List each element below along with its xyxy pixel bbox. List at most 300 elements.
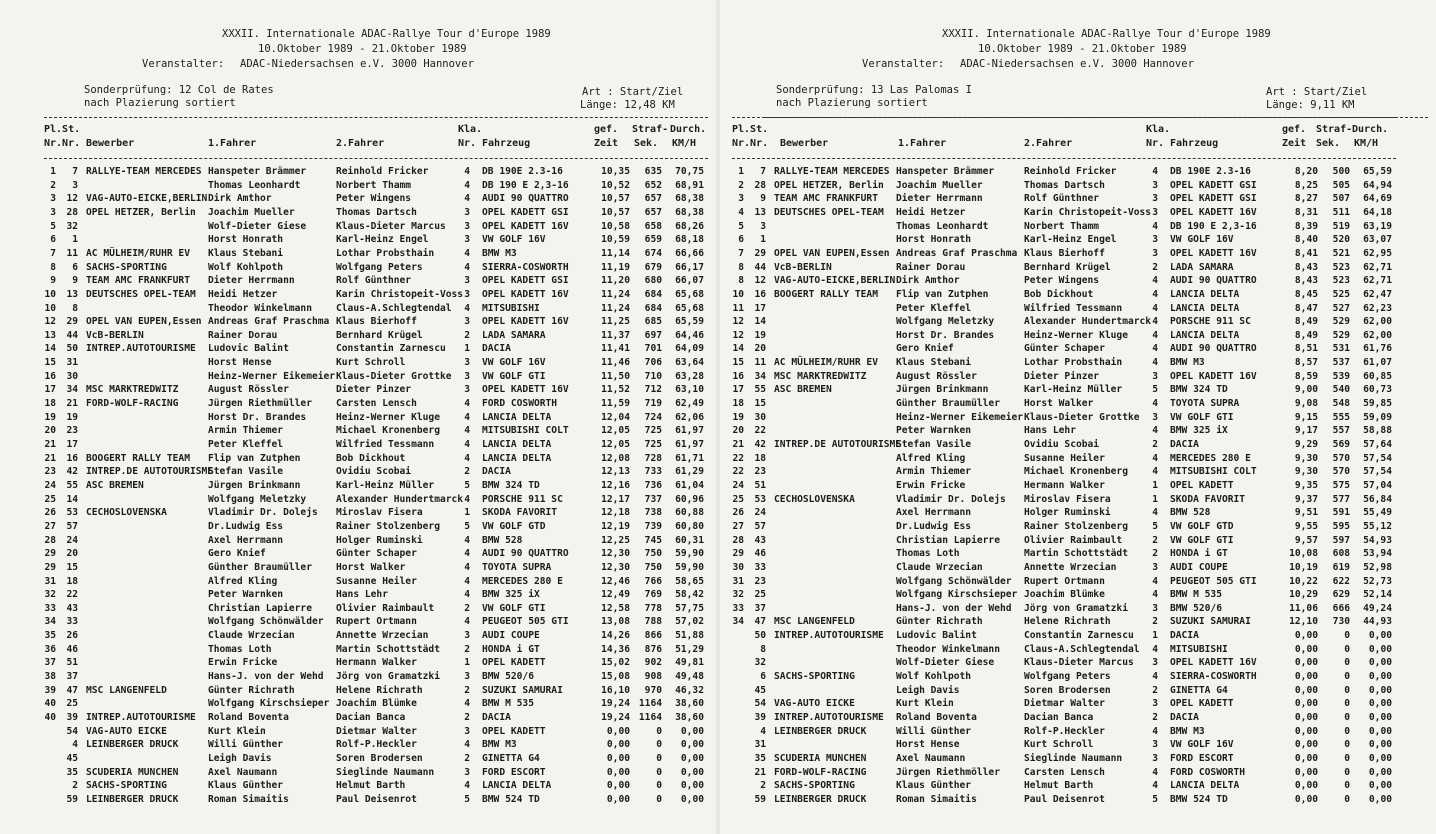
- cell-entrant: LEINBERGER DRUCK: [774, 793, 867, 805]
- cell-time: 13,08: [601, 616, 630, 628]
- cell-avg-speed: 63,10: [675, 384, 704, 396]
- cell-placing: 17: [732, 384, 744, 396]
- cell-start-number: 8: [72, 302, 78, 314]
- cell-vehicle: VW GOLF GTI: [1170, 411, 1234, 423]
- cell-placing: 9: [50, 275, 56, 287]
- cell-driver2: Paul Deisenrot: [1024, 793, 1105, 805]
- cell-class: 1: [1152, 630, 1158, 642]
- cell-placing: 31: [732, 575, 744, 587]
- cell-class: 3: [464, 234, 470, 246]
- table-row: [720, 262, 1404, 276]
- cell-start-number: 30: [754, 411, 766, 423]
- cell-placing: 26: [732, 507, 744, 519]
- cell-avg-speed: 52,14: [1363, 589, 1392, 601]
- cell-class: 4: [464, 261, 470, 273]
- cell-avg-speed: 61,97: [675, 439, 704, 450]
- col-header-class: Kla.: [458, 124, 483, 135]
- cell-class: 2: [464, 602, 470, 614]
- cell-start-number: 51: [754, 479, 766, 491]
- cell-start-number: 53: [754, 493, 766, 505]
- cell-time: 11,59: [601, 398, 630, 410]
- cell-start-number: 17: [66, 439, 78, 450]
- table-row: [0, 535, 716, 549]
- cell-driver2: Dietmar Walter: [1024, 698, 1105, 710]
- cell-avg-speed: 59,85: [1363, 398, 1392, 410]
- cell-driver2: Jörg von Gramatzki: [1024, 602, 1128, 614]
- cell-time: 0,00: [1294, 671, 1318, 683]
- cell-start-number: 28: [66, 206, 78, 218]
- cell-avg-speed: 61,76: [1363, 343, 1392, 355]
- cell-class: 2: [1152, 684, 1158, 696]
- cell-placing: 10: [44, 302, 56, 314]
- cell-placing: 24: [44, 479, 56, 491]
- cell-entrant: OPEL VAN EUPEN,Essen: [774, 247, 890, 259]
- cell-start-number: 9: [72, 275, 78, 287]
- cell-penalty-seconds: 788: [644, 616, 662, 628]
- cell-time: 8,49: [1294, 329, 1318, 341]
- cell-class: 3: [464, 766, 470, 778]
- cell-penalty-seconds: 527: [1332, 302, 1350, 314]
- cell-vehicle: DB 190E 2.3-16: [482, 166, 563, 177]
- results-sheet-stage-13: [720, 0, 1436, 834]
- cell-driver1: Vladimir Dr. Dolejs: [208, 507, 318, 519]
- cell-start-number: 31: [66, 357, 78, 369]
- cell-driver2: Horst Walker: [1024, 398, 1094, 410]
- cell-avg-speed: 60,85: [1363, 370, 1392, 382]
- cell-placing: 25: [732, 493, 744, 505]
- cell-start-number: 50: [754, 630, 766, 642]
- cell-class: 3: [1152, 698, 1158, 710]
- cell-avg-speed: 0,00: [680, 780, 704, 792]
- cell-class: 4: [464, 193, 470, 205]
- cell-vehicle: HONDA i GT: [482, 643, 540, 655]
- cell-start-number: 13: [754, 206, 766, 218]
- cell-avg-speed: 38,60: [675, 712, 704, 723]
- cell-start-number: 30: [66, 370, 78, 382]
- cell-vehicle: LADA SAMARA: [482, 329, 546, 341]
- table-row: [0, 739, 716, 753]
- cell-vehicle: DACIA: [482, 466, 511, 478]
- cell-entrant: TEAM AMC FRANKFURT: [86, 275, 190, 287]
- cell-avg-speed: 62,95: [1363, 247, 1392, 259]
- cell-vehicle: PORSCHE 911 SC: [1170, 316, 1251, 328]
- cell-penalty-seconds: 0: [1344, 780, 1350, 792]
- cell-start-number: 43: [754, 534, 766, 546]
- cell-time: 12,17: [601, 493, 630, 505]
- cell-placing: 32: [732, 589, 744, 601]
- cell-class: 1: [464, 343, 470, 355]
- cell-driver2: Bernhard Krügel: [336, 329, 423, 341]
- table-row: [720, 507, 1404, 521]
- col-header-vehicle: Fahrzeug: [482, 138, 531, 149]
- cell-driver1: Dieter Herrmann: [208, 275, 295, 287]
- cell-penalty-seconds: 570: [1332, 466, 1350, 478]
- cell-start-number: 21: [754, 766, 766, 778]
- cell-avg-speed: 65,59: [675, 316, 704, 328]
- cell-driver1: Jürgen Riethmüller: [208, 398, 312, 410]
- cell-driver1: Wolf-Dieter Giese: [896, 657, 995, 669]
- cell-driver2: Alexander Hundertmarck: [336, 493, 464, 505]
- cell-driver1: Hanspeter Brämmer: [896, 166, 995, 177]
- cell-avg-speed: 0,00: [1368, 793, 1392, 805]
- cell-vehicle: VW GOLF 16V: [1170, 234, 1234, 246]
- cell-time: 11,20: [601, 275, 630, 287]
- cell-driver2: Joachim Blümke: [336, 698, 417, 710]
- cell-class: 4: [464, 247, 470, 259]
- table-row: [720, 221, 1404, 235]
- cell-penalty-seconds: 507: [1332, 193, 1350, 205]
- cell-driver1: Hanspeter Brämmer: [208, 166, 307, 177]
- table-row: [720, 698, 1404, 712]
- stage-length: Länge: 12,48 KM: [580, 99, 675, 111]
- cell-penalty-seconds: 523: [1332, 275, 1350, 287]
- cell-class: 4: [1152, 329, 1158, 341]
- cell-entrant: LEINBERGER DRUCK: [86, 739, 179, 751]
- cell-driver1: Horst Honrath: [208, 234, 284, 246]
- cell-placing: 23: [44, 466, 56, 478]
- cell-vehicle: BMW M 535: [482, 698, 534, 710]
- cell-vehicle: LANCIA DELTA: [1170, 329, 1240, 341]
- cell-placing: 31: [44, 575, 56, 587]
- cell-class: 3: [464, 725, 470, 737]
- cell-class: 4: [464, 411, 470, 423]
- cell-class: 2: [464, 684, 470, 696]
- cell-time: 12,49: [601, 589, 630, 601]
- table-row: [0, 794, 716, 808]
- cell-driver2: Rupert Ortmann: [1024, 575, 1105, 587]
- cell-start-number: 18: [66, 575, 78, 587]
- cell-time: 16,10: [601, 684, 630, 696]
- cell-start-number: 11: [66, 247, 78, 259]
- cell-avg-speed: 68,26: [675, 220, 704, 232]
- cell-entrant: INTREP.AUTOTOURISME: [86, 343, 196, 355]
- table-row: [720, 180, 1404, 194]
- table-row: [0, 712, 716, 726]
- cell-time: 0,00: [1294, 657, 1318, 669]
- cell-penalty-seconds: 719: [644, 398, 662, 410]
- cell-penalty-seconds: 540: [1332, 384, 1350, 396]
- cell-avg-speed: 61,04: [675, 479, 704, 491]
- cell-penalty-seconds: 738: [644, 507, 662, 519]
- cell-time: 9,37: [1294, 493, 1318, 505]
- cell-class: 4: [1152, 780, 1158, 792]
- cell-avg-speed: 66,17: [675, 261, 704, 273]
- cell-entrant: DEUTSCHES OPEL-TEAM: [86, 288, 196, 300]
- event-dates: 10.Oktober 1989 - 21.Oktober 1989: [978, 43, 1187, 55]
- cell-driver1: Theodor Winkelmann: [208, 302, 312, 314]
- cell-start-number: 39: [66, 712, 78, 723]
- table-row: [720, 453, 1404, 467]
- cell-start-number: 47: [754, 616, 766, 628]
- cell-driver2: Martin Schottstädt: [1024, 548, 1128, 560]
- cell-start-number: 46: [754, 548, 766, 560]
- cell-driver2: Heinz-Werner Kluge: [1024, 329, 1128, 341]
- table-row: [720, 739, 1404, 753]
- table-row: [0, 343, 716, 357]
- cell-entrant: TEAM AMC FRANKFURT: [774, 193, 878, 205]
- cell-avg-speed: 61,97: [675, 425, 704, 437]
- cell-placing: 3: [738, 193, 744, 205]
- cell-avg-speed: 58,88: [1363, 425, 1392, 437]
- cell-driver2: Soren Brodersen: [1024, 684, 1111, 696]
- cell-driver1: Wolfgang Schönwälder: [208, 616, 324, 628]
- cell-time: 9,00: [1294, 384, 1318, 396]
- cell-avg-speed: 49,81: [675, 657, 704, 669]
- table-row: [720, 398, 1404, 412]
- cell-avg-speed: 64,09: [675, 343, 704, 355]
- cell-time: 12,05: [601, 439, 630, 450]
- cell-placing: 3: [50, 193, 56, 205]
- cell-avg-speed: 0,00: [1368, 671, 1392, 683]
- cell-entrant: OPEL VAN EUPEN,Essen: [86, 316, 202, 328]
- cell-driver2: Susanne Heiler: [336, 575, 417, 587]
- cell-placing: 2: [50, 179, 56, 191]
- cell-avg-speed: 61,07: [1363, 357, 1392, 369]
- cell-class: 1: [464, 657, 470, 669]
- divider-header: [732, 158, 1396, 159]
- cell-placing: 5: [50, 220, 56, 232]
- cell-driver1: Dieter Herrmann: [896, 193, 983, 205]
- col-header-class: Kla.: [1146, 124, 1171, 135]
- cell-avg-speed: 60,80: [675, 520, 704, 532]
- cell-class: 5: [464, 520, 470, 532]
- cell-time: 9,57: [1294, 534, 1318, 546]
- cell-penalty-seconds: 725: [644, 439, 662, 450]
- cell-placing: 1: [738, 166, 744, 177]
- cell-driver2: Norbert Thamm: [336, 179, 412, 191]
- cell-start-number: 16: [754, 288, 766, 300]
- cell-avg-speed: 0,00: [1368, 725, 1392, 737]
- cell-class: 3: [464, 630, 470, 642]
- col-header-entrant: Bewerber: [780, 138, 829, 149]
- cell-time: 0,00: [606, 780, 630, 792]
- cell-class: 1: [1152, 479, 1158, 491]
- cell-start-number: 44: [66, 329, 78, 341]
- cell-avg-speed: 61,29: [675, 466, 704, 478]
- cell-start-number: 45: [66, 752, 78, 764]
- cell-penalty-seconds: 876: [644, 643, 662, 655]
- cell-avg-speed: 62,00: [1363, 316, 1392, 328]
- cell-time: 10,57: [601, 206, 630, 218]
- table-row: [0, 371, 716, 385]
- cell-time: 11,06: [1289, 602, 1318, 614]
- cell-start-number: 1: [72, 234, 78, 246]
- table-row: [0, 657, 716, 671]
- cell-entrant: VAG-AUTO EICKE: [86, 725, 167, 737]
- cell-vehicle: FORD ESCORT: [1170, 752, 1234, 764]
- cell-penalty-seconds: 769: [644, 589, 662, 601]
- cell-vehicle: OPEL KADETT 16V: [1170, 247, 1257, 259]
- table-row: [0, 630, 716, 644]
- cell-placing: 33: [732, 602, 744, 614]
- cell-vehicle: FORD COSWORTH: [482, 398, 558, 410]
- cell-time: 12,58: [601, 602, 630, 614]
- col-header-driver2: 2.Fahrer: [1024, 138, 1073, 149]
- cell-driver2: Claus-A.Schlegtendal: [336, 302, 452, 314]
- cell-penalty-seconds: 608: [1332, 548, 1350, 560]
- cell-vehicle: BMW 520/6: [482, 671, 534, 683]
- cell-class: 2: [464, 712, 470, 723]
- cell-driver1: Heinz-Werner Eikemeier: [208, 370, 336, 382]
- cell-penalty-seconds: 736: [644, 479, 662, 491]
- table-row: [0, 685, 716, 699]
- table-row: [720, 644, 1404, 658]
- cell-avg-speed: 57,75: [675, 602, 704, 614]
- cell-vehicle: AUDI 90 QUATTRO: [1170, 275, 1257, 287]
- cell-placing: 15: [44, 357, 56, 369]
- cell-start-number: 59: [754, 793, 766, 805]
- cell-avg-speed: 68,38: [675, 206, 704, 218]
- stage-name: Sonderprüfung: 12 Col de Rates: [84, 84, 274, 96]
- cell-vehicle: GINETTA G4: [482, 752, 540, 764]
- cell-class: 4: [1152, 343, 1158, 355]
- cell-avg-speed: 63,28: [675, 370, 704, 382]
- cell-placing: 12: [44, 316, 56, 328]
- cell-driver1: Erwin Fricke: [208, 657, 278, 669]
- cell-class: 4: [1152, 452, 1158, 464]
- cell-time: 12,04: [601, 411, 630, 423]
- cell-avg-speed: 57,02: [675, 616, 704, 628]
- cell-driver1: Horst Hense: [208, 357, 272, 369]
- cell-class: 3: [1152, 206, 1158, 218]
- cell-driver2: Klaus Bierhoff: [1024, 247, 1105, 259]
- cell-time: 12,05: [601, 425, 630, 437]
- cell-placing: 40: [44, 698, 56, 710]
- cell-start-number: 55: [754, 384, 766, 396]
- organizer-name: ADAC-Niedersachsen e.V. 3000 Hannover: [240, 58, 474, 70]
- table-row: [720, 248, 1404, 262]
- cell-time: 14,36: [601, 643, 630, 655]
- table-row: [0, 507, 716, 521]
- cell-vehicle: LANCIA DELTA: [482, 439, 552, 450]
- cell-driver1: Heidi Hetzer: [208, 288, 278, 300]
- cell-penalty-seconds: 657: [644, 193, 662, 205]
- cell-driver2: Bob Dickhout: [1024, 288, 1094, 300]
- cell-avg-speed: 0,00: [680, 752, 704, 764]
- cell-placing: 20: [732, 425, 744, 437]
- cell-start-number: 57: [66, 520, 78, 532]
- cell-class: 5: [464, 479, 470, 491]
- cell-penalty-seconds: 712: [644, 384, 662, 396]
- cell-vehicle: VW GOLF 16V: [1170, 739, 1234, 751]
- cell-driver2: Constantin Zarnescu: [336, 343, 446, 355]
- cell-start-number: 25: [754, 589, 766, 601]
- table-row: [0, 767, 716, 781]
- cell-avg-speed: 38,60: [675, 698, 704, 710]
- cell-time: 0,00: [606, 725, 630, 737]
- cell-driver1: Heidi Hetzer: [896, 206, 966, 218]
- cell-avg-speed: 64,18: [1363, 206, 1392, 218]
- cell-driver1: Roland Boventa: [208, 712, 289, 723]
- col-header-time-top: gef.: [594, 124, 619, 135]
- cell-driver1: Axel Naumann: [896, 752, 966, 764]
- table-row: [0, 562, 716, 576]
- cell-vehicle: LANCIA DELTA: [1170, 302, 1240, 314]
- cell-placing: 35: [44, 630, 56, 642]
- cell-avg-speed: 0,00: [1368, 752, 1392, 764]
- col-header-driver1: 1.Fahrer: [208, 138, 257, 149]
- cell-driver2: Constantin Zarnescu: [1024, 630, 1134, 642]
- cell-penalty-seconds: 659: [644, 234, 662, 246]
- cell-class: 4: [464, 534, 470, 546]
- cell-class: 4: [464, 561, 470, 573]
- table-row: [720, 685, 1404, 699]
- cell-start-number: 53: [66, 507, 78, 519]
- cell-penalty-seconds: 0: [1344, 793, 1350, 805]
- cell-driver2: Rainer Stolzenberg: [336, 520, 440, 532]
- cell-driver1: Peter Kleffel: [208, 439, 284, 450]
- sort-note: nach Plazierung sortiert: [84, 97, 236, 109]
- cell-penalty-seconds: 684: [644, 302, 662, 314]
- col-header-time-top: gef.: [1282, 124, 1307, 135]
- cell-start-number: 32: [754, 657, 766, 669]
- cell-vehicle: AUDI COUPE: [1170, 561, 1228, 573]
- cell-class: 3: [1152, 179, 1158, 191]
- table-row: [720, 316, 1404, 330]
- cell-vehicle: BMW 524 TD: [1170, 793, 1228, 805]
- cell-driver1: Ludovic Balint: [208, 343, 289, 355]
- cell-avg-speed: 63,07: [1363, 234, 1392, 246]
- table-row: [0, 726, 716, 740]
- cell-penalty-seconds: 529: [1332, 329, 1350, 341]
- cell-driver1: Claude Wrzecian: [208, 630, 295, 642]
- cell-start-number: 7: [760, 166, 766, 177]
- cell-driver1: Thomas Loth: [896, 548, 960, 560]
- table-row: [720, 234, 1404, 248]
- cell-class: 4: [464, 616, 470, 628]
- cell-placing: 37: [44, 657, 56, 669]
- cell-class: 3: [1152, 752, 1158, 764]
- cell-driver1: Wolf Kohlpoth: [896, 671, 972, 683]
- cell-vehicle: DACIA: [1170, 712, 1199, 723]
- cell-placing: 21: [44, 439, 56, 450]
- cell-class: 4: [464, 452, 470, 464]
- table-row: [720, 630, 1404, 644]
- cell-driver2: Helmut Barth: [336, 780, 406, 792]
- table-row: [0, 221, 716, 235]
- cell-entrant: ASC BREMEN: [86, 479, 144, 491]
- cell-vehicle: LADA SAMARA: [1170, 261, 1234, 273]
- cell-penalty-seconds: 697: [644, 329, 662, 341]
- cell-entrant: DEUTSCHES OPEL-TEAM: [774, 206, 884, 218]
- cell-class: 3: [464, 357, 470, 369]
- cell-start-number: 25: [66, 698, 78, 710]
- cell-driver2: Reinhold Fricker: [1024, 166, 1117, 177]
- table-row: [0, 234, 716, 248]
- cell-class: 2: [1152, 616, 1158, 628]
- table-row: [720, 521, 1404, 535]
- cell-avg-speed: 0,00: [1368, 657, 1392, 669]
- cell-start-number: 29: [754, 247, 766, 259]
- cell-driver1: Alfred Kling: [896, 452, 966, 464]
- cell-start-number: 47: [66, 684, 78, 696]
- table-row: [0, 384, 716, 398]
- cell-vehicle: BMW 528: [482, 534, 523, 546]
- cell-penalty-seconds: 0: [1344, 712, 1350, 723]
- table-row: [720, 535, 1404, 549]
- cell-driver1: Christian Lapierre: [208, 602, 312, 614]
- cell-vehicle: BMW 325 iX: [482, 589, 540, 601]
- cell-class: 4: [464, 166, 470, 177]
- cell-penalty-seconds: 701: [644, 343, 662, 355]
- cell-penalty-seconds: 724: [644, 411, 662, 423]
- cell-penalty-seconds: 0: [1344, 752, 1350, 764]
- cell-penalty-seconds: 684: [644, 288, 662, 300]
- cell-driver1: Günter Richrath: [208, 684, 295, 696]
- cell-placing: 10: [44, 288, 56, 300]
- cell-start-number: 8: [760, 643, 766, 655]
- cell-driver1: Günther Braumüller: [208, 561, 312, 573]
